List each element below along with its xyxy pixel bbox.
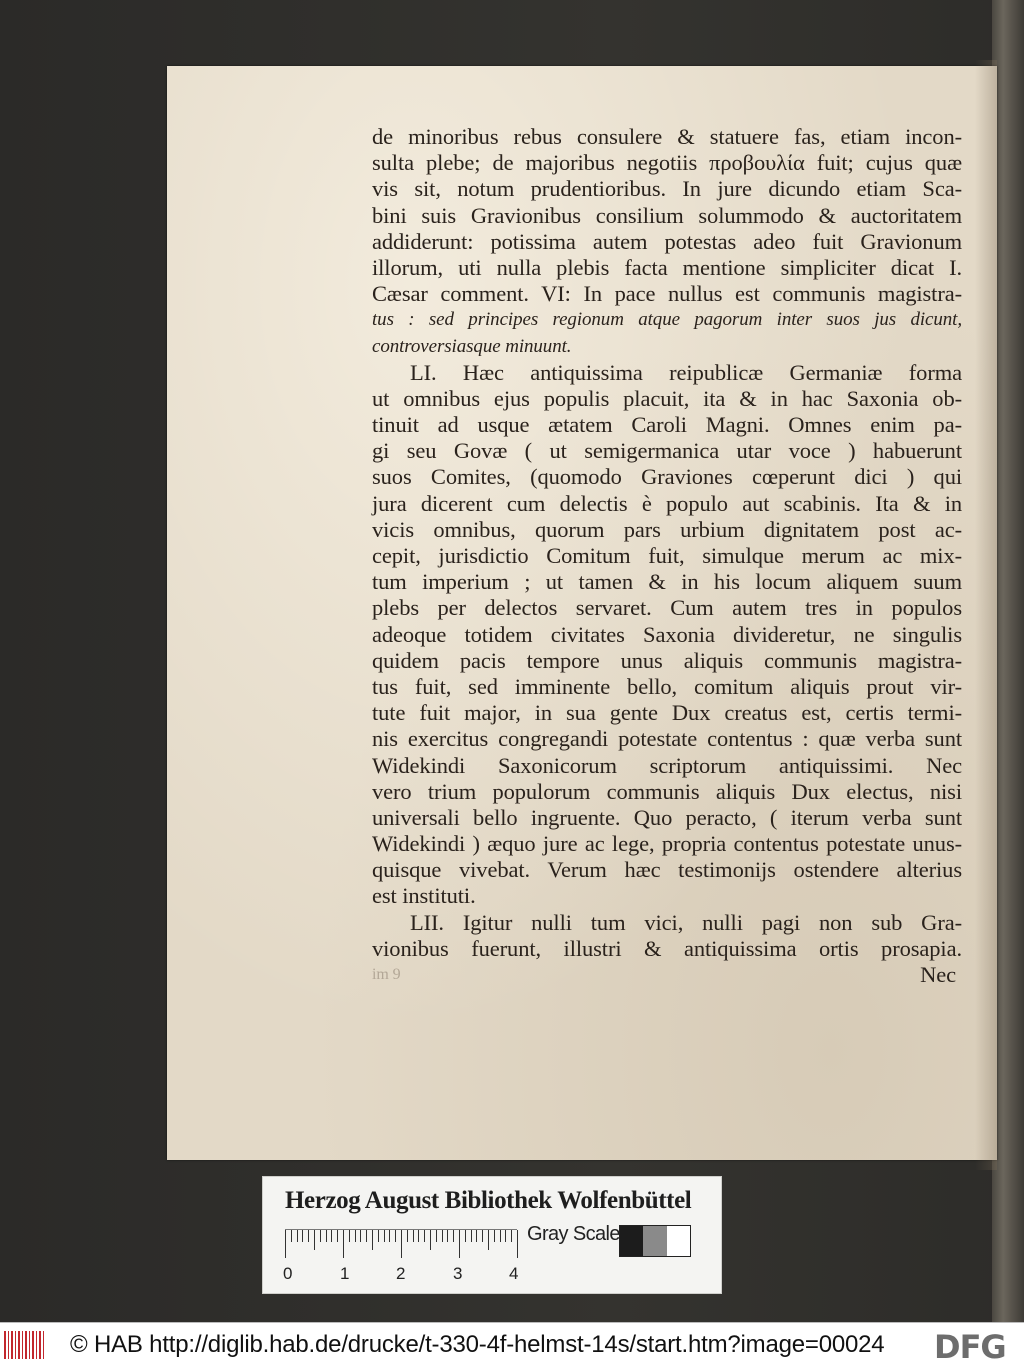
text-line: vicis omnibus, quorum pars urbium dignitatem post ac-: [372, 516, 962, 542]
ruler-tick: [395, 1230, 396, 1242]
section-heading-lii: LII. Igitur nulli tum vici, nulli pagi non sub Gra-: [410, 909, 962, 935]
measurement-ruler: [285, 1229, 517, 1260]
footer-credit-link[interactable]: © HAB http://diglib.hab.de/drucke/t-330-4f-helmst-14s/start.htm?image=00024: [70, 1331, 885, 1358]
gray-scale-swatches: [619, 1225, 691, 1257]
ruler-tick: [384, 1230, 385, 1242]
gray-swatch-light: [667, 1226, 690, 1256]
ruler-tick: [511, 1230, 512, 1242]
ruler-tick: [401, 1230, 402, 1258]
ruler-tick: [459, 1230, 460, 1258]
text-line: vionibus fuerunt, illustri & antiquissima ortis prosapia.: [372, 935, 962, 961]
ruler-tick: [285, 1230, 286, 1258]
text-line: addiderunt: potissima autem potestas adeo fuit Gravionum: [372, 228, 962, 254]
ruler-tick: [517, 1230, 518, 1258]
gray-scale-label: Gray Scale: [527, 1223, 620, 1245]
ruler-tick: [349, 1230, 350, 1242]
color-calibration-card: [262, 1176, 722, 1294]
ruler-tick: [291, 1230, 292, 1242]
ruler-tick: [331, 1230, 332, 1242]
section-heading-li: LI. Hæc antiquissima reipublicæ Germaniæ forma: [410, 359, 962, 385]
text-line: plebs per delectos servaret. Cum autem tres in populos: [372, 595, 962, 621]
ruler-tick: [418, 1230, 419, 1242]
ruler-tick: [314, 1230, 315, 1250]
scale-number: 4: [509, 1264, 519, 1283]
ruler-tick: [430, 1230, 431, 1250]
bleed-through-text: im 9: [372, 966, 401, 983]
ruler-tick: [320, 1230, 321, 1242]
ruler-tick: [453, 1230, 454, 1242]
ruler-tick: [308, 1230, 309, 1242]
text-line: suos Comites, (quomodo Graviones cœperunt dici ) qui: [372, 464, 962, 490]
text-line: de minoribus rebus consulere & statuere fas, etiam incon-: [372, 124, 962, 149]
ruler-tick: [389, 1230, 390, 1242]
text-line: Widekindi ) æquo jure ac lege, propria contentus potestate unus-: [372, 831, 962, 857]
catchword: Nec: [920, 962, 956, 987]
ruler-tick: [500, 1230, 501, 1242]
ruler-tick: [442, 1230, 443, 1242]
ruler-tick: [343, 1230, 344, 1258]
ruler-tick: [302, 1230, 303, 1242]
text-line: ut omnibus ejus populis placuit, ita & in hac Saxonia ob-: [372, 385, 962, 411]
text-line: vis sit, notum prudentioribus. In jure dicundo etiam Sca-: [372, 176, 962, 202]
dfg-logo: DFG: [934, 1328, 1006, 1366]
text-line: gi seu Govæ ( ut semigermanica utar voce ) habuerunt: [372, 438, 962, 464]
ruler-tick: [482, 1230, 483, 1242]
gray-swatch-mid: [643, 1226, 666, 1256]
ruler-tick: [488, 1230, 489, 1250]
ruler-tick: [407, 1230, 408, 1242]
text-line: cepit, jurisdictio Comitum fuit, simulque merum ac mix-: [372, 543, 962, 568]
page-fold-shadow: [975, 60, 997, 1170]
text-line: universali bello ingruente. Quo peracto, ( iterum verba sunt: [372, 804, 962, 830]
ruler-tick: [465, 1230, 466, 1242]
scale-number: 3: [453, 1264, 463, 1283]
text-line: bini suis Gravionibus consilium solummodo & auctoritatem: [372, 202, 962, 228]
text-line: tum imperium ; ut tamen & in his locum aliquem suum: [372, 569, 962, 595]
text-line: quidem pacis tempore unus aliquis communis magistra-: [372, 647, 962, 673]
ruler-tick: [505, 1230, 506, 1242]
text-line: tute fuit major, in sua gente Dux creatus est, certis termi-: [372, 700, 962, 726]
text-line-quote: tus : sed principes regionum atque pagorum inter suos jus dicunt,: [372, 309, 962, 331]
text-line: Cæsar comment. VI: In pace nullus est communis magistra-: [372, 281, 962, 307]
text-line: quisque vivebat. Verum hæc testimonijs ostendere alterius: [372, 857, 962, 883]
scale-number: 0: [283, 1264, 293, 1283]
ruler-tick: [471, 1230, 472, 1242]
text-line: adeoque totidem civitates Saxonia divideretur, ne singulis: [372, 621, 962, 647]
scale-number: 2: [396, 1264, 406, 1283]
text-line: vero trium populorum communis aliquis Dux electus, nisi: [372, 778, 962, 804]
text-line: sulta plebe; de majoribus negotiis προβουλία fuit; cujus quæ: [372, 150, 962, 176]
ruler-tick: [326, 1230, 327, 1242]
ruler-tick: [424, 1230, 425, 1242]
ruler-tick: [494, 1230, 495, 1242]
ruler-tick: [378, 1230, 379, 1242]
ruler-tick: [360, 1230, 361, 1242]
gray-swatch-dark: [620, 1226, 643, 1256]
text-line: nis exercitus congregandi potestate contentus : quæ verba sunt: [372, 726, 962, 752]
scale-number: 1: [340, 1264, 350, 1283]
hab-barcode-logo: [4, 1331, 46, 1359]
text-line: tinuit ad usque ætatem Caroli Magni. Omnes enim pa-: [372, 412, 962, 438]
ruler-tick: [372, 1230, 373, 1250]
ruler-tick: [476, 1230, 477, 1242]
library-name: Herzog August Bibliothek Wolfenbüttel: [285, 1187, 692, 1214]
ruler-tick: [366, 1230, 367, 1242]
text-line: tus fuit, sed imminente bello, comitum aliquis prout vir-: [372, 673, 962, 699]
ruler-tick: [355, 1230, 356, 1242]
footer-bar: [0, 1322, 1024, 1367]
text-line: jura dicerent cum delectis è populo aut scabinis. Ita & in: [372, 490, 962, 516]
text-line-quote: controversiasque minuunt.: [372, 335, 572, 357]
ruler-tick: [337, 1230, 338, 1242]
ruler-tick: [447, 1230, 448, 1242]
text-line: Widekindi Saxonicorum scriptorum antiquissimi. Nec: [372, 752, 962, 778]
ruler-tick: [297, 1230, 298, 1242]
ruler-tick: [413, 1230, 414, 1242]
ruler-tick: [436, 1230, 437, 1242]
text-line: illorum, uti nulla plebis facta mentione simpliciter dicat I.: [372, 254, 962, 280]
page-text: [372, 124, 962, 987]
text-line: est instituti.: [372, 883, 476, 909]
